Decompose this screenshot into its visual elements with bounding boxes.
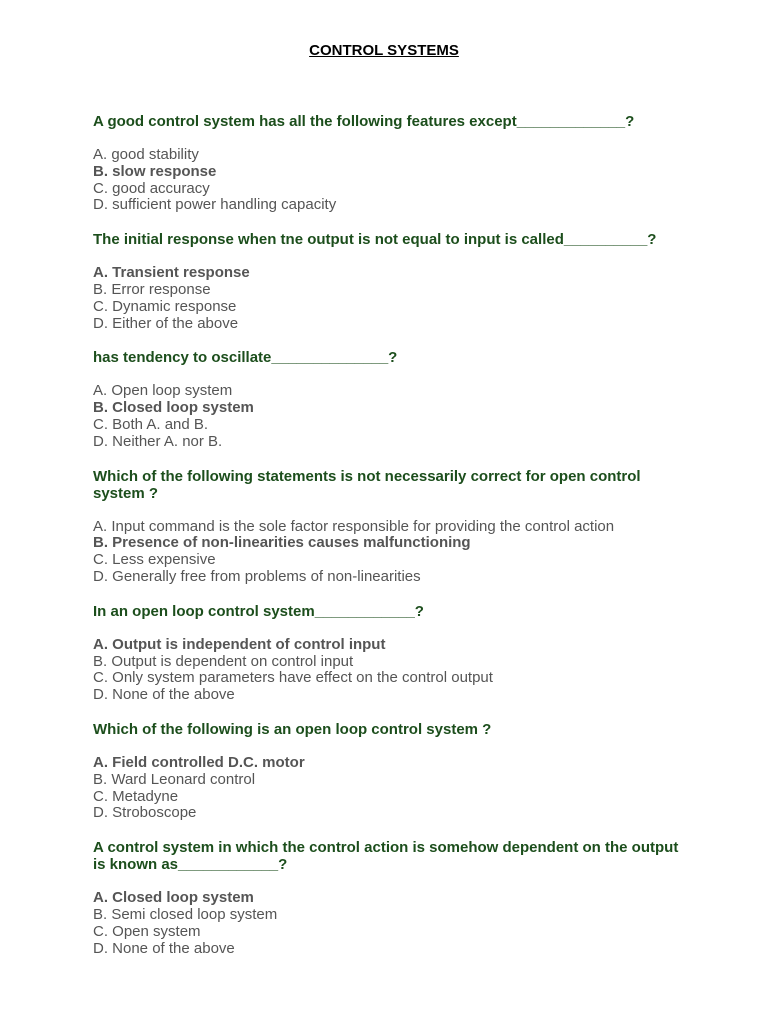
answer-option: C. Both A. and B.: [93, 415, 209, 433]
answer-option: D. None of the above: [93, 686, 235, 704]
question-list: [93, 113, 693, 957]
question-text: A good control system has all the following features except_____________?: [93, 113, 635, 130]
answer-option: C. Only system parameters have effect on the control output: [93, 669, 493, 687]
answer-option: D. Either of the above: [93, 314, 239, 332]
question-block: [93, 839, 693, 957]
question-text: The initial response when tne output is not equal to input is called__________?: [93, 231, 657, 249]
correct-answer-option: B. Closed loop system: [93, 399, 254, 417]
answer-option: D. Generally free from problems of non-linearities: [93, 567, 421, 585]
answer-options: [93, 147, 693, 214]
answer-option: C. Dynamic response: [93, 297, 237, 315]
document-page: [93, 42, 693, 974]
question-block: [93, 468, 693, 586]
answer-options: [93, 890, 693, 957]
answer-option: B. Output is dependent on control input: [93, 652, 354, 670]
answer-option: A. good stability: [93, 146, 199, 163]
answer-options: [93, 755, 693, 822]
question-block: [93, 349, 693, 450]
answer-options: [93, 383, 693, 450]
answer-option: D. Stroboscope: [93, 804, 197, 822]
question-text: has tendency to oscillate______________?: [93, 349, 398, 367]
correct-answer-option: A. Field controlled D.C. motor: [93, 753, 305, 771]
answer-option: D. Neither A. nor B.: [93, 432, 223, 450]
answer-option: B. Semi closed loop system: [93, 905, 278, 923]
correct-answer-option: A. Output is independent of control input: [93, 635, 386, 653]
correct-answer-option: B. Presence of non-linearities causes malfunctioning: [93, 534, 471, 552]
question-block: [93, 603, 693, 704]
page-title: CONTROL SYSTEMS: [309, 42, 459, 59]
answer-option: D. sufficient power handling capacity: [93, 196, 337, 214]
question-block: [93, 721, 693, 822]
question-text: A control system in which the control action is somehow dependent on the output is known as____________?: [93, 839, 679, 874]
question-text: Which of the following is an open loop control system ?: [93, 720, 492, 738]
answer-option: D. None of the above: [93, 939, 235, 957]
correct-answer-option: A. Transient response: [93, 264, 250, 282]
answer-options: [93, 265, 693, 332]
answer-option: C. Metadyne: [93, 787, 179, 805]
question-text: In an open loop control system____________?: [93, 602, 424, 620]
correct-answer-option: B. slow response: [93, 162, 217, 180]
question-block: [93, 113, 693, 214]
question-text: Which of the following statements is not necessarily correct for open control system ?: [93, 467, 641, 502]
answer-option: C. Open system: [93, 922, 201, 940]
answer-option: B. Error response: [93, 280, 211, 298]
answer-option: A. Open loop system: [93, 382, 233, 400]
answer-option: B. Ward Leonard control: [93, 770, 256, 788]
correct-answer-option: A. Closed loop system: [93, 889, 254, 907]
answer-options: [93, 519, 693, 586]
answer-option: C. Less expensive: [93, 551, 216, 569]
answer-option: A. Input command is the sole factor responsible for providing the control action: [93, 517, 615, 535]
answer-options: [93, 637, 693, 704]
answer-option: C. good accuracy: [93, 179, 210, 197]
question-block: [93, 231, 693, 332]
